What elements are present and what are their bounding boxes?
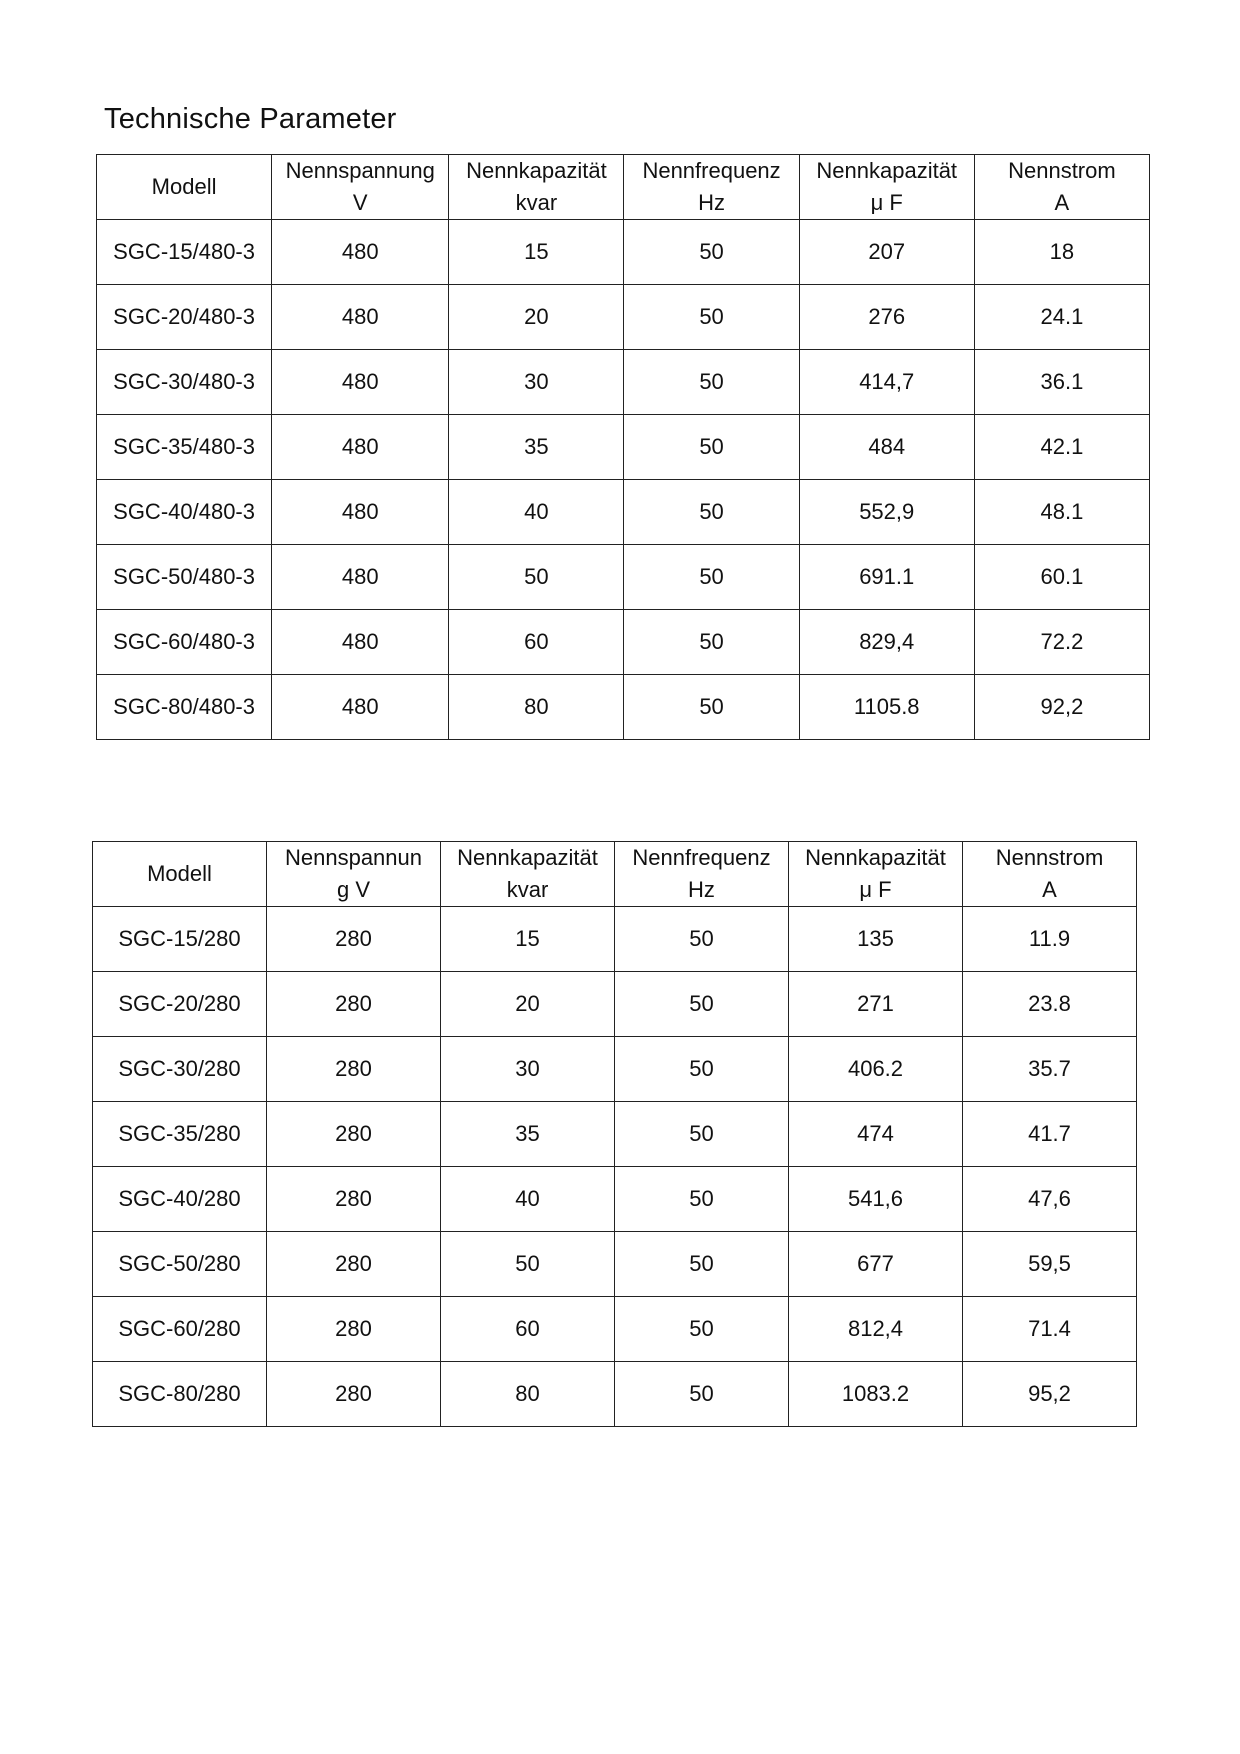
cell-model: SGC-80/480-3 xyxy=(97,675,272,740)
cell-rated-capacitance: 1105.8 xyxy=(799,675,974,740)
column-header-rated-frequency xyxy=(624,155,799,220)
cell-rated-capacitance: 541,6 xyxy=(789,1167,963,1232)
cell-rated-frequency: 50 xyxy=(615,907,789,972)
cell-rated-capacitance: 135 xyxy=(789,907,963,972)
cell-rated-capacitance: 484 xyxy=(799,415,974,480)
table-header-row xyxy=(97,155,1150,220)
cell-rated-power: 30 xyxy=(449,350,624,415)
cell-rated-current: 48.1 xyxy=(974,480,1149,545)
table-row xyxy=(97,285,1150,350)
table-row xyxy=(93,907,1137,972)
cell-rated-power: 80 xyxy=(441,1362,615,1427)
column-header-label: Nennkapazität xyxy=(466,158,607,183)
cell-rated-voltage: 480 xyxy=(272,220,449,285)
cell-rated-current: 36.1 xyxy=(974,350,1149,415)
cell-model: SGC-30/280 xyxy=(93,1037,267,1102)
cell-rated-frequency: 50 xyxy=(615,1362,789,1427)
cell-rated-voltage: 480 xyxy=(272,675,449,740)
column-header-label: Nennspannun xyxy=(284,845,422,870)
cell-rated-voltage: 280 xyxy=(267,1232,441,1297)
cell-model: SGC-80/280 xyxy=(93,1362,267,1427)
cell-rated-voltage: 280 xyxy=(267,972,441,1037)
cell-rated-capacitance: 812,4 xyxy=(789,1297,963,1362)
cell-rated-power: 50 xyxy=(441,1232,615,1297)
column-header-model xyxy=(97,155,272,220)
cell-rated-current: 47,6 xyxy=(963,1167,1137,1232)
table-header-row xyxy=(93,842,1137,907)
cell-model: SGC-40/280 xyxy=(93,1167,267,1232)
table-row xyxy=(93,972,1137,1037)
column-header-unit: Hz xyxy=(698,190,725,215)
column-header-rated-power xyxy=(441,842,615,907)
cell-rated-voltage: 280 xyxy=(267,1037,441,1102)
column-header-label: Nennstrom xyxy=(995,845,1104,870)
cell-rated-capacitance: 406.2 xyxy=(789,1037,963,1102)
column-header-rated-current xyxy=(963,842,1137,907)
cell-rated-voltage: 480 xyxy=(272,545,449,610)
column-header-unit: kvar xyxy=(506,877,549,902)
table-row xyxy=(97,610,1150,675)
cell-rated-current: 60.1 xyxy=(974,545,1149,610)
table-row xyxy=(97,350,1150,415)
column-header-label: Nennspannung xyxy=(285,158,435,183)
table-row xyxy=(93,1362,1137,1427)
cell-rated-frequency: 50 xyxy=(624,610,799,675)
cell-model: SGC-60/280 xyxy=(93,1297,267,1362)
cell-rated-current: 23.8 xyxy=(963,972,1137,1037)
column-header-label: Nennkapazität xyxy=(805,845,946,870)
column-header-rated-power xyxy=(449,155,624,220)
cell-rated-voltage: 480 xyxy=(272,415,449,480)
cell-rated-power: 15 xyxy=(449,220,624,285)
column-header-unit: A xyxy=(1054,190,1070,215)
cell-rated-voltage: 480 xyxy=(272,285,449,350)
cell-rated-voltage: 280 xyxy=(267,1167,441,1232)
table-row xyxy=(93,1037,1137,1102)
table-row xyxy=(97,675,1150,740)
table-row xyxy=(97,545,1150,610)
cell-model: SGC-60/480-3 xyxy=(97,610,272,675)
page-title: Technische Parameter xyxy=(104,103,397,135)
table-row xyxy=(93,1102,1137,1167)
column-header-model xyxy=(93,842,267,907)
column-header-unit: g V xyxy=(336,877,371,902)
cell-rated-frequency: 50 xyxy=(624,415,799,480)
cell-rated-frequency: 50 xyxy=(615,1297,789,1362)
column-header-rated-current xyxy=(974,155,1149,220)
table-row xyxy=(93,1297,1137,1362)
column-header-unit: kvar xyxy=(515,190,558,215)
cell-rated-frequency: 50 xyxy=(624,220,799,285)
cell-rated-power: 30 xyxy=(441,1037,615,1102)
table-row xyxy=(97,480,1150,545)
cell-rated-power: 40 xyxy=(449,480,624,545)
column-header-unit: μ F xyxy=(870,190,903,215)
cell-rated-frequency: 50 xyxy=(615,1102,789,1167)
cell-rated-current: 59,5 xyxy=(963,1232,1137,1297)
cell-rated-power: 60 xyxy=(441,1297,615,1362)
cell-rated-capacitance: 691.1 xyxy=(799,545,974,610)
cell-rated-voltage: 280 xyxy=(267,1297,441,1362)
cell-model: SGC-20/280 xyxy=(93,972,267,1037)
cell-rated-power: 35 xyxy=(441,1102,615,1167)
column-header-label: Nennkapazität xyxy=(457,845,598,870)
cell-rated-frequency: 50 xyxy=(624,545,799,610)
column-header-label: Nennfrequenz xyxy=(632,845,771,870)
column-header-label: Nennstrom xyxy=(1008,158,1116,183)
column-header-rated-capacitance xyxy=(799,155,974,220)
cell-rated-power: 40 xyxy=(441,1167,615,1232)
cell-rated-power: 35 xyxy=(449,415,624,480)
cell-rated-power: 60 xyxy=(449,610,624,675)
cell-rated-current: 71.4 xyxy=(963,1297,1137,1362)
cell-rated-power: 20 xyxy=(449,285,624,350)
cell-rated-current: 24.1 xyxy=(974,285,1149,350)
column-header-label: Modell xyxy=(147,861,212,886)
cell-rated-current: 41.7 xyxy=(963,1102,1137,1167)
cell-rated-frequency: 50 xyxy=(615,972,789,1037)
cell-model: SGC-35/280 xyxy=(93,1102,267,1167)
table-row xyxy=(97,415,1150,480)
cell-rated-power: 20 xyxy=(441,972,615,1037)
cell-rated-power: 50 xyxy=(449,545,624,610)
cell-rated-capacitance: 276 xyxy=(799,285,974,350)
cell-rated-current: 72.2 xyxy=(974,610,1149,675)
cell-model: SGC-35/480-3 xyxy=(97,415,272,480)
cell-rated-power: 80 xyxy=(449,675,624,740)
column-header-rated-voltage xyxy=(272,155,449,220)
cell-rated-current: 18 xyxy=(974,220,1149,285)
cell-rated-current: 92,2 xyxy=(974,675,1149,740)
cell-rated-frequency: 50 xyxy=(615,1232,789,1297)
cell-rated-current: 35.7 xyxy=(963,1037,1137,1102)
cell-rated-frequency: 50 xyxy=(615,1037,789,1102)
column-header-label: Nennkapazität xyxy=(816,158,958,183)
column-header-unit: V xyxy=(352,190,368,215)
cell-rated-frequency: 50 xyxy=(624,675,799,740)
cell-model: SGC-15/280 xyxy=(93,907,267,972)
cell-rated-capacitance: 677 xyxy=(789,1232,963,1297)
cell-model: SGC-50/480-3 xyxy=(97,545,272,610)
cell-rated-frequency: 50 xyxy=(624,350,799,415)
column-header-unit: A xyxy=(1042,877,1057,902)
cell-rated-capacitance: 829,4 xyxy=(799,610,974,675)
column-header-rated-capacitance xyxy=(789,842,963,907)
column-header-rated-voltage xyxy=(267,842,441,907)
column-header-unit: μ F xyxy=(859,877,892,902)
table-row xyxy=(93,1232,1137,1297)
parameter-table-480v xyxy=(96,154,1150,740)
cell-rated-current: 42.1 xyxy=(974,415,1149,480)
cell-rated-voltage: 480 xyxy=(272,610,449,675)
cell-model: SGC-40/480-3 xyxy=(97,480,272,545)
cell-rated-capacitance: 207 xyxy=(799,220,974,285)
table-row xyxy=(93,1167,1137,1232)
cell-rated-frequency: 50 xyxy=(624,480,799,545)
cell-rated-voltage: 280 xyxy=(267,1362,441,1427)
cell-model: SGC-50/280 xyxy=(93,1232,267,1297)
cell-model: SGC-15/480-3 xyxy=(97,220,272,285)
cell-rated-capacitance: 552,9 xyxy=(799,480,974,545)
column-header-label: Modell xyxy=(151,174,217,199)
column-header-label: Nennfrequenz xyxy=(642,158,781,183)
column-header-unit: Hz xyxy=(688,877,715,902)
cell-rated-capacitance: 1083.2 xyxy=(789,1362,963,1427)
cell-model: SGC-30/480-3 xyxy=(97,350,272,415)
parameter-table-280v xyxy=(92,841,1137,1427)
cell-rated-current: 95,2 xyxy=(963,1362,1137,1427)
cell-rated-current: 11.9 xyxy=(963,907,1137,972)
cell-rated-frequency: 50 xyxy=(615,1167,789,1232)
cell-rated-voltage: 280 xyxy=(267,1102,441,1167)
cell-rated-voltage: 480 xyxy=(272,480,449,545)
cell-rated-voltage: 480 xyxy=(272,350,449,415)
cell-model: SGC-20/480-3 xyxy=(97,285,272,350)
cell-rated-capacitance: 271 xyxy=(789,972,963,1037)
column-header-rated-frequency xyxy=(615,842,789,907)
cell-rated-voltage: 280 xyxy=(267,907,441,972)
cell-rated-power: 15 xyxy=(441,907,615,972)
cell-rated-capacitance: 474 xyxy=(789,1102,963,1167)
cell-rated-capacitance: 414,7 xyxy=(799,350,974,415)
cell-rated-frequency: 50 xyxy=(624,285,799,350)
table-row xyxy=(97,220,1150,285)
